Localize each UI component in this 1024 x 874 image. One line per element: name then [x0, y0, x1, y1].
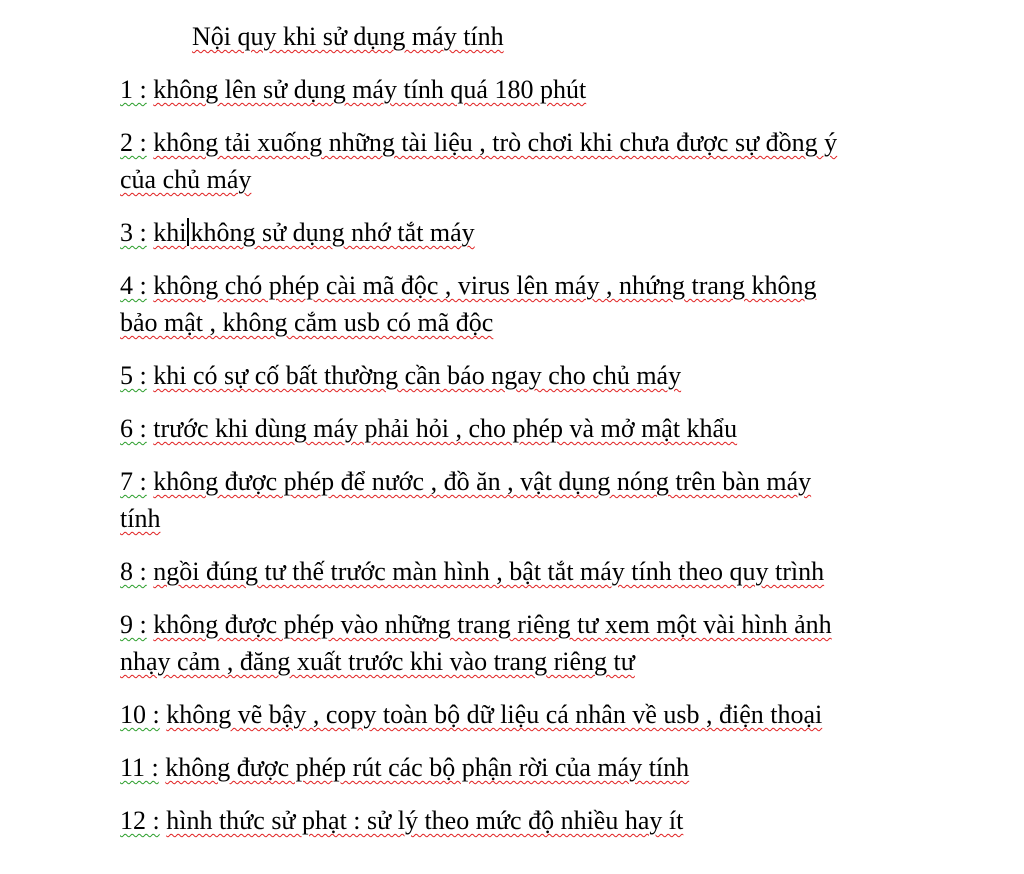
- rule-item: [120, 802, 920, 839]
- rule-line: [120, 357, 920, 394]
- rule-number: 1 :: [120, 75, 147, 104]
- rule-item: [120, 124, 920, 198]
- rule-line: [120, 802, 920, 839]
- rule-text: không lên sử dụng máy tính quá 180 phút: [153, 75, 587, 104]
- rule-number: 3 :: [120, 218, 147, 247]
- rule-line: [120, 643, 920, 680]
- rule-text: hình thức sử phạt : sử lý theo mức độ nhiều hay ít: [166, 806, 684, 835]
- rule-item: [120, 463, 920, 537]
- rule-text: bảo mật , không cắm usb có mã độc: [120, 308, 494, 337]
- rule-line: [120, 410, 920, 447]
- rule-text: khi: [153, 218, 187, 247]
- rule-text: không được phép rút các bộ phận rời của máy tính: [165, 753, 690, 782]
- rule-item: [120, 357, 920, 394]
- rule-number: 11 :: [120, 753, 159, 782]
- rule-line: [120, 124, 920, 161]
- rule-text: nhạy cảm , đăng xuất trước khi vào trang riêng tư: [120, 647, 635, 676]
- rule-text: không được phép vào những trang riêng tư xem một vài hình ảnh: [153, 610, 832, 639]
- rule-number: 12 :: [120, 806, 160, 835]
- rule-item: [120, 749, 920, 786]
- rule-text: tính: [120, 504, 161, 533]
- rule-line: [120, 214, 920, 251]
- rule-number: 9 :: [120, 610, 147, 639]
- rule-line: [120, 749, 920, 786]
- document-page[interactable]: [120, 18, 920, 855]
- rule-number: 10 :: [120, 700, 160, 729]
- rule-text: của chủ máy: [120, 165, 252, 194]
- rule-line: [120, 500, 920, 537]
- rule-line: [120, 267, 920, 304]
- rule-item: [120, 606, 920, 680]
- rule-text: không sử dụng nhớ tắt máy: [190, 218, 475, 247]
- rule-text: khi có sự cố bất thường cần báo ngay cho chủ máy: [153, 361, 682, 390]
- rule-text: không được phép để nước , đồ ăn , vật dụng nóng trên bàn máy: [153, 467, 812, 496]
- rule-line: [120, 463, 920, 500]
- rule-item: [120, 696, 920, 733]
- rule-number: 8 :: [120, 557, 147, 586]
- rule-text: ngồi đúng tư thế trước màn hình , bật tắt máy tính theo quy trình: [153, 557, 825, 586]
- rule-number: 6 :: [120, 414, 147, 443]
- rule-text: không tải xuống những tài liệu , trò chơi khi chưa được sự đồng ý: [153, 128, 838, 157]
- rule-number: 4 :: [120, 271, 147, 300]
- rule-line: [120, 553, 920, 590]
- rule-line: [120, 606, 920, 643]
- rules-list: [120, 71, 920, 839]
- rule-number: 7 :: [120, 467, 147, 496]
- document-title: Nội quy khi sử dụng máy tính: [192, 22, 504, 51]
- rule-item: [120, 71, 920, 108]
- rule-line: [120, 696, 920, 733]
- rule-line: [120, 304, 920, 341]
- rule-text: không chó phép cài mã độc , virus lên máy , nhứng trang không: [153, 271, 817, 300]
- rule-line: [120, 161, 920, 198]
- rule-number: 5 :: [120, 361, 147, 390]
- rule-item: [120, 410, 920, 447]
- rule-text: trước khi dùng máy phải hỏi , cho phép và mở mật khẩu: [153, 414, 738, 443]
- rule-item: [120, 267, 920, 341]
- rule-text: không vẽ bậy , copy toàn bộ dữ liệu cá nhân về usb , điện thoại: [166, 700, 823, 729]
- rule-line: [120, 71, 920, 108]
- rule-item: [120, 553, 920, 590]
- rule-number: 2 :: [120, 128, 147, 157]
- rule-item: [120, 214, 920, 251]
